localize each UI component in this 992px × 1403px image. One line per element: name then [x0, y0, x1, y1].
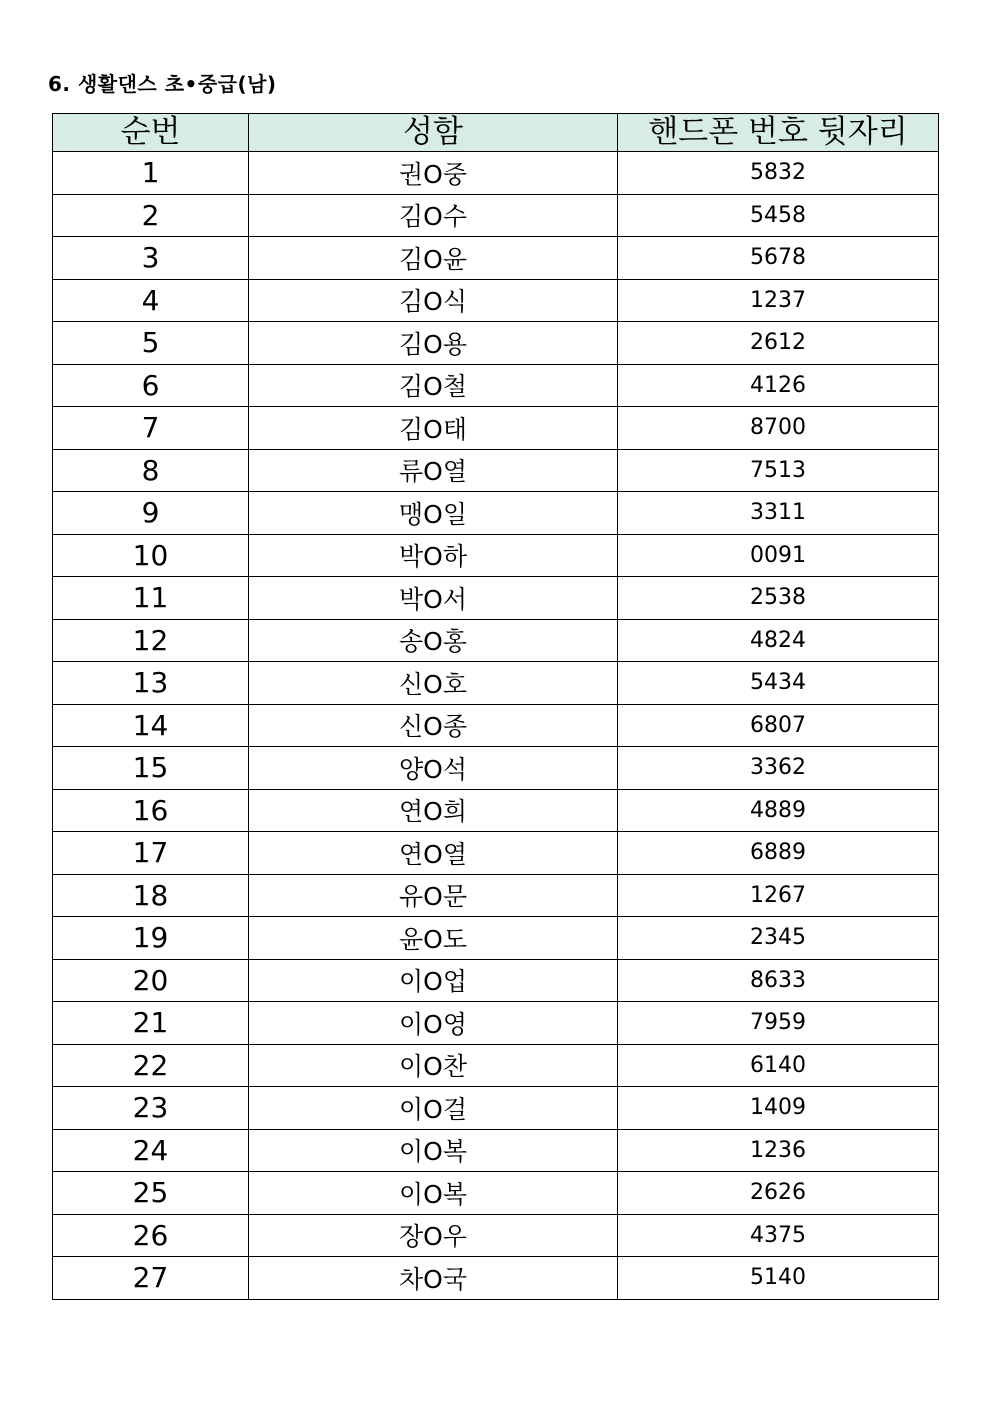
phone-last-digits: 3362	[618, 747, 939, 790]
phone-last-digits: 1237	[618, 279, 939, 322]
phone-last-digits: 5678	[618, 237, 939, 280]
row-number: 19	[53, 917, 249, 960]
table-row	[53, 237, 939, 280]
phone-last-digits: 6140	[618, 1044, 939, 1087]
participant-name: 박O서	[249, 577, 618, 620]
phone-last-digits: 8633	[618, 959, 939, 1002]
participant-name: 이O업	[249, 959, 618, 1002]
table-row	[53, 704, 939, 747]
row-number: 22	[53, 1044, 249, 1087]
participant-name: 신O호	[249, 662, 618, 705]
phone-last-digits: 6889	[618, 832, 939, 875]
row-number: 21	[53, 1002, 249, 1045]
row-number: 6	[53, 364, 249, 407]
phone-last-digits: 2538	[618, 577, 939, 620]
row-number: 17	[53, 832, 249, 875]
table-row	[53, 152, 939, 195]
table-row	[53, 619, 939, 662]
table-row	[53, 1044, 939, 1087]
table-row	[53, 1002, 939, 1045]
row-number: 24	[53, 1129, 249, 1172]
participant-name: 김O용	[249, 322, 618, 365]
phone-last-digits: 8700	[618, 407, 939, 450]
row-number: 15	[53, 747, 249, 790]
row-number: 2	[53, 194, 249, 237]
phone-last-digits: 1267	[618, 874, 939, 917]
participant-name: 양O석	[249, 747, 618, 790]
row-number: 27	[53, 1257, 249, 1300]
row-number: 4	[53, 279, 249, 322]
header-row	[53, 114, 939, 152]
table-row	[53, 322, 939, 365]
table-row	[53, 874, 939, 917]
phone-last-digits: 4824	[618, 619, 939, 662]
phone-last-digits: 6807	[618, 704, 939, 747]
row-number: 14	[53, 704, 249, 747]
header-name: 성함	[249, 114, 618, 152]
participant-name: 맹O일	[249, 492, 618, 535]
table-row	[53, 662, 939, 705]
header-no: 순번	[53, 114, 249, 152]
table-row	[53, 492, 939, 535]
table-row	[53, 1172, 939, 1215]
table-header	[53, 114, 939, 152]
table-row	[53, 789, 939, 832]
phone-last-digits: 2612	[618, 322, 939, 365]
phone-last-digits: 5140	[618, 1257, 939, 1300]
table-body	[53, 152, 939, 1300]
row-number: 18	[53, 874, 249, 917]
table-row	[53, 534, 939, 577]
table-row	[53, 194, 939, 237]
participant-name: 윤O도	[249, 917, 618, 960]
phone-last-digits: 4126	[618, 364, 939, 407]
participant-name: 신O종	[249, 704, 618, 747]
table-row	[53, 832, 939, 875]
table-row	[53, 407, 939, 450]
row-number: 5	[53, 322, 249, 365]
participant-name: 박O하	[249, 534, 618, 577]
row-number: 20	[53, 959, 249, 1002]
phone-last-digits: 5458	[618, 194, 939, 237]
table-row	[53, 747, 939, 790]
row-number: 23	[53, 1087, 249, 1130]
table-row	[53, 1087, 939, 1130]
phone-last-digits: 2345	[618, 917, 939, 960]
table-row	[53, 1257, 939, 1300]
header-phone: 핸드폰 번호 뒷자리	[618, 114, 939, 152]
participant-name: 류O열	[249, 449, 618, 492]
row-number: 8	[53, 449, 249, 492]
phone-last-digits: 1236	[618, 1129, 939, 1172]
participant-name: 차O국	[249, 1257, 618, 1300]
phone-last-digits: 7513	[618, 449, 939, 492]
phone-last-digits: 4889	[618, 789, 939, 832]
row-number: 16	[53, 789, 249, 832]
row-number: 12	[53, 619, 249, 662]
phone-last-digits: 3311	[618, 492, 939, 535]
participant-name: 이O걸	[249, 1087, 618, 1130]
participant-name: 권O중	[249, 152, 618, 195]
phone-last-digits: 4375	[618, 1214, 939, 1257]
table-row	[53, 959, 939, 1002]
participant-name: 김O윤	[249, 237, 618, 280]
participant-name: 연O희	[249, 789, 618, 832]
participant-table	[52, 113, 939, 1300]
participant-name: 연O열	[249, 832, 618, 875]
participant-name: 이O영	[249, 1002, 618, 1045]
phone-last-digits: 5832	[618, 152, 939, 195]
row-number: 13	[53, 662, 249, 705]
table-row	[53, 1214, 939, 1257]
table-row	[53, 364, 939, 407]
participant-name: 김O철	[249, 364, 618, 407]
table-row	[53, 279, 939, 322]
phone-last-digits: 0091	[618, 534, 939, 577]
participant-name: 이O찬	[249, 1044, 618, 1087]
table-row	[53, 1129, 939, 1172]
participant-name: 이O복	[249, 1172, 618, 1215]
row-number: 7	[53, 407, 249, 450]
row-number: 25	[53, 1172, 249, 1215]
phone-last-digits: 1409	[618, 1087, 939, 1130]
participant-name: 이O복	[249, 1129, 618, 1172]
row-number: 9	[53, 492, 249, 535]
participant-name: 김O태	[249, 407, 618, 450]
participant-name: 김O수	[249, 194, 618, 237]
row-number: 1	[53, 152, 249, 195]
phone-last-digits: 5434	[618, 662, 939, 705]
page-title: 6. 생활댄스 초•중급(남)	[48, 72, 277, 96]
table-row	[53, 917, 939, 960]
row-number: 11	[53, 577, 249, 620]
participant-name: 김O식	[249, 279, 618, 322]
participant-name: 장O우	[249, 1214, 618, 1257]
phone-last-digits: 7959	[618, 1002, 939, 1045]
table-row	[53, 449, 939, 492]
phone-last-digits: 2626	[618, 1172, 939, 1215]
row-number: 26	[53, 1214, 249, 1257]
participant-name: 유O문	[249, 874, 618, 917]
table-row	[53, 577, 939, 620]
row-number: 3	[53, 237, 249, 280]
row-number: 10	[53, 534, 249, 577]
participant-name: 송O홍	[249, 619, 618, 662]
